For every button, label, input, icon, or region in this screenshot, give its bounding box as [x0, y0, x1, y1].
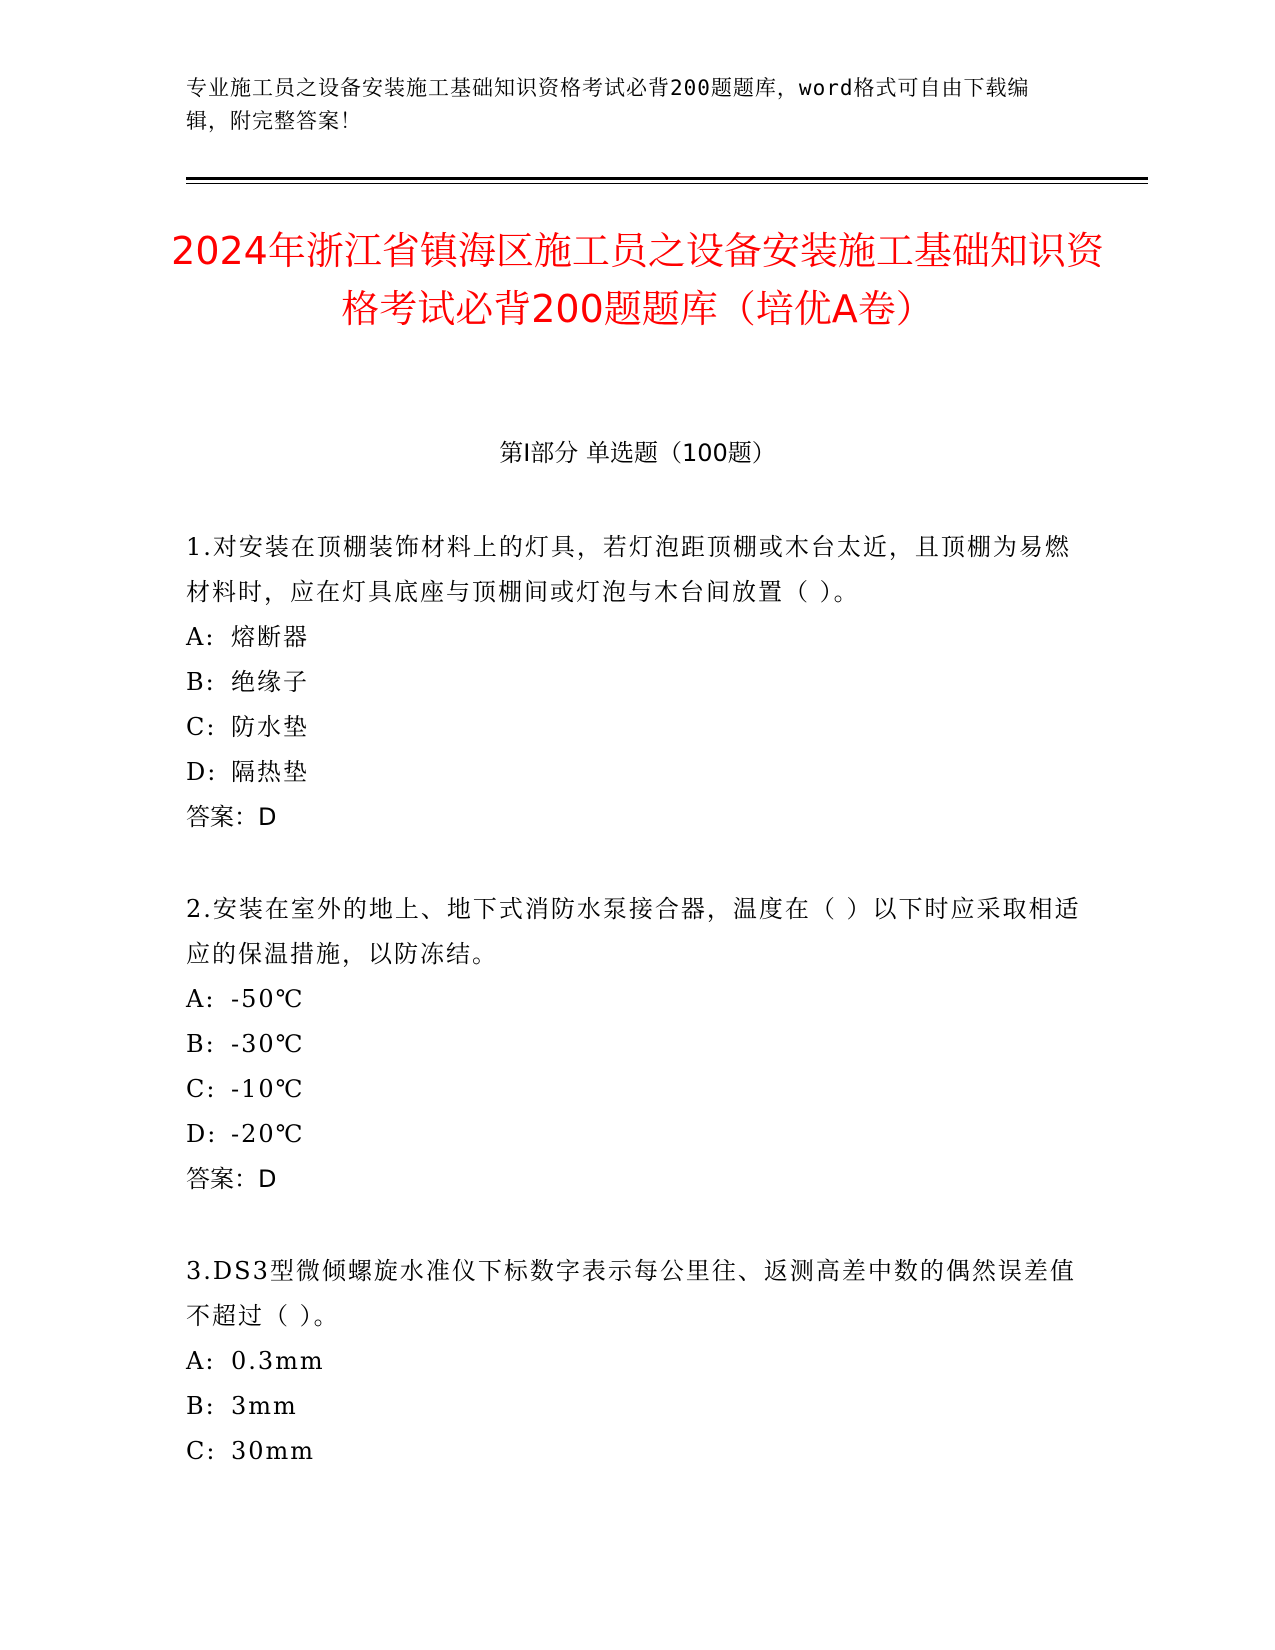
- option-letter: C:: [186, 1075, 217, 1103]
- option-c: [186, 1429, 1086, 1474]
- answer: 答案：D: [186, 1165, 277, 1193]
- option-a: [186, 615, 1086, 660]
- option-d: [186, 750, 1086, 795]
- option-text: 30mm: [231, 1437, 316, 1465]
- option-c: [186, 705, 1086, 750]
- option-b: [186, 1384, 1086, 1429]
- option-a: [186, 1339, 1086, 1384]
- document-title: 2024年浙江省镇海区施工员之设备安装施工基础知识资格考试必背200题题库（培优A卷）: [171, 229, 1104, 331]
- option-letter: A:: [186, 985, 216, 1013]
- option-text: 隔热垫: [231, 758, 309, 786]
- option-text: 绝缘子: [231, 668, 309, 696]
- question-stem: 3.DS3型微倾螺旋水准仪下标数字表示每公里往、返测高差中数的偶然误差值不超过（ ）。: [186, 1257, 1076, 1330]
- option-a: [186, 977, 1086, 1022]
- question-2: [186, 887, 1086, 1202]
- option-text: -10℃: [231, 1075, 305, 1103]
- option-letter: C:: [186, 1437, 217, 1465]
- option-text: -20℃: [231, 1120, 305, 1148]
- option-text: 防水垫: [231, 713, 309, 741]
- question-1: [186, 525, 1086, 840]
- option-letter: B:: [186, 1392, 216, 1420]
- header-divider-thin: [186, 183, 1148, 184]
- option-letter: A:: [186, 1347, 216, 1375]
- option-b: [186, 1022, 1086, 1067]
- option-text: 熔断器: [231, 623, 309, 651]
- header-note: 专业施工员之设备安装施工基础知识资格考试必背200题题库，word格式可自由下载编辑，附完整答案！: [186, 76, 1030, 133]
- option-text: 0.3mm: [231, 1347, 325, 1375]
- option-text: -50℃: [231, 985, 305, 1013]
- header-divider-thick: [186, 177, 1148, 180]
- option-letter: D:: [186, 758, 218, 786]
- question-stem: 2.安装在室外的地上、地下式消防水泵接合器，温度在（ ）以下时应采取相适应的保温措施，以防冻结。: [186, 895, 1081, 968]
- option-c: [186, 1067, 1086, 1112]
- option-letter: B:: [186, 668, 216, 696]
- option-d: [186, 1112, 1086, 1157]
- question-3: [186, 1249, 1086, 1474]
- question-stem: 1.对安装在顶棚装饰材料上的灯具，若灯泡距顶棚或木台太近，且顶棚为易燃材料时，应在灯具底座与顶棚间或灯泡与木台间放置（ ）。: [186, 533, 1071, 606]
- option-letter: A:: [186, 623, 216, 651]
- option-text: 3mm: [231, 1392, 298, 1420]
- option-letter: C:: [186, 713, 217, 741]
- section-title: 第I部分 单选题（100题）: [499, 439, 776, 467]
- question-list: [186, 525, 1086, 1521]
- option-b: [186, 660, 1086, 705]
- option-text: -30℃: [231, 1030, 305, 1058]
- answer: 答案：D: [186, 803, 277, 831]
- option-letter: D:: [186, 1120, 218, 1148]
- option-letter: B:: [186, 1030, 216, 1058]
